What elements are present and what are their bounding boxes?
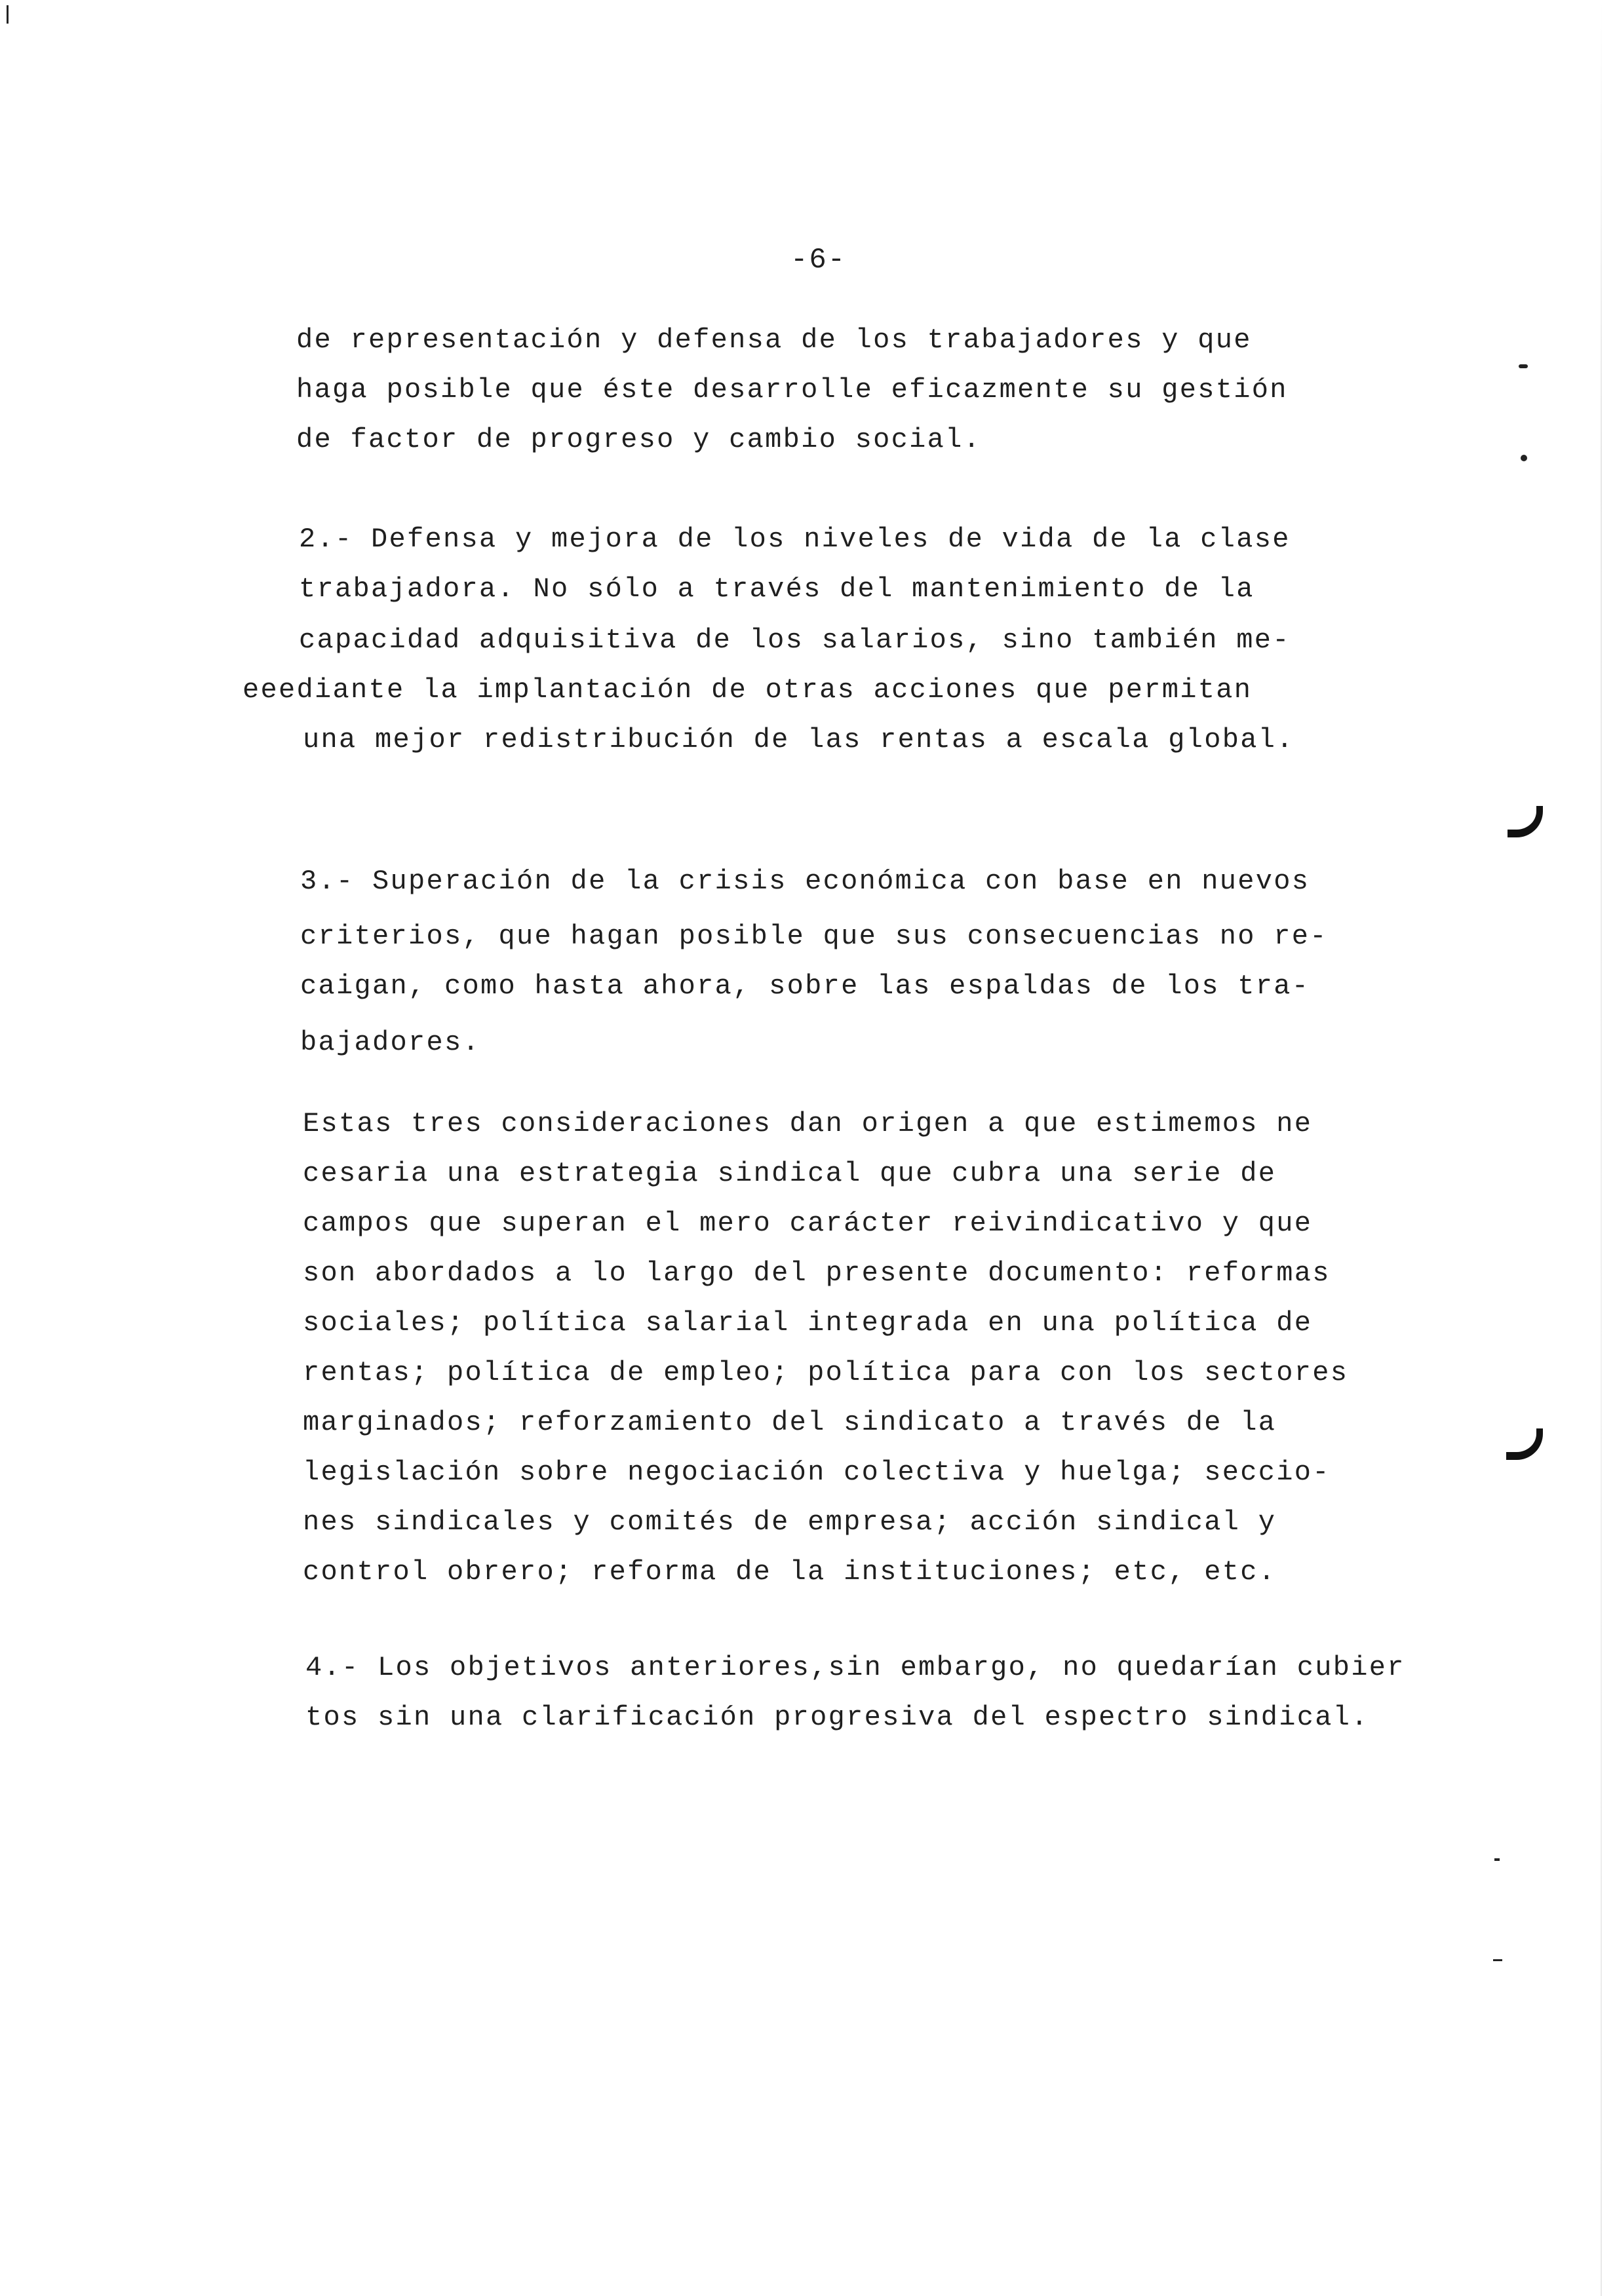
text-line: Estas tres consideraciones dan origen a que estimemos ne (303, 1108, 1313, 1139)
text-line: cesaria una estrategia sindical que cubra una serie de (303, 1158, 1277, 1189)
text-line: trabajadora. No sólo a través del mantenimiento de la (299, 573, 1255, 605)
scan-mark-dot (1493, 1959, 1502, 1961)
text-line: son abordados a lo largo del presente documento: reformas (303, 1257, 1331, 1289)
text-line: campos que superan el mero carácter reivindicativo y que (303, 1208, 1313, 1239)
text-line: una mejor redistribución de las rentas a escala global. (303, 724, 1294, 756)
scan-mark-dot (1521, 455, 1527, 461)
text-line: eeediante la implantación de otras acciones que permitan (243, 674, 1253, 706)
text-line: tos sin una clarificación progresiva del espectro sindical. (305, 1702, 1369, 1733)
scan-mark-hole (1508, 806, 1543, 837)
text-line: control obrero; reforma de la instituciones; etc, etc. (303, 1556, 1277, 1588)
scan-edge-shadow (1601, 0, 1602, 2296)
text-line: capacidad adquisitiva de los salarios, sino también me- (299, 624, 1291, 656)
page-number: -6- (790, 244, 847, 277)
text-line: haga posible que éste desarrolle eficazmente su gestión (296, 374, 1288, 406)
scan-mark-hole (1506, 1428, 1543, 1460)
scan-mark-dot (1519, 364, 1528, 368)
text-line: de factor de progreso y cambio social. (296, 424, 982, 455)
scan-mark-dot (1494, 1858, 1500, 1861)
scan-mark-top-left (7, 5, 9, 24)
text-line: de representación y defensa de los trabajadores y que (296, 324, 1252, 356)
text-line: sociales; política salarial integrada en una política de (303, 1307, 1313, 1339)
text-line: nes sindicales y comités de empresa; acción sindical y (303, 1506, 1277, 1538)
text-line: legislación sobre negociación colectiva y huelga; seccio- (303, 1457, 1331, 1488)
text-line: rentas; política de empleo; política para con los sectores (303, 1357, 1349, 1388)
text-line: caigan, como hasta ahora, sobre las espaldas de los tra- (300, 970, 1310, 1002)
text-line: bajadores. (300, 1027, 481, 1058)
text-line: criterios, que hagan posible que sus consecuencias no re- (300, 921, 1328, 952)
text-line: 3.- Superación de la crisis económica con base en nuevos (300, 866, 1310, 897)
text-line: marginados; reforzamiento del sindicato a través de la (303, 1407, 1277, 1438)
text-line: 4.- Los objetivos anteriores,sin embargo, no quedarían cubier (305, 1652, 1405, 1683)
text-line: 2.- Defensa y mejora de los niveles de vida de la clase (299, 524, 1291, 555)
